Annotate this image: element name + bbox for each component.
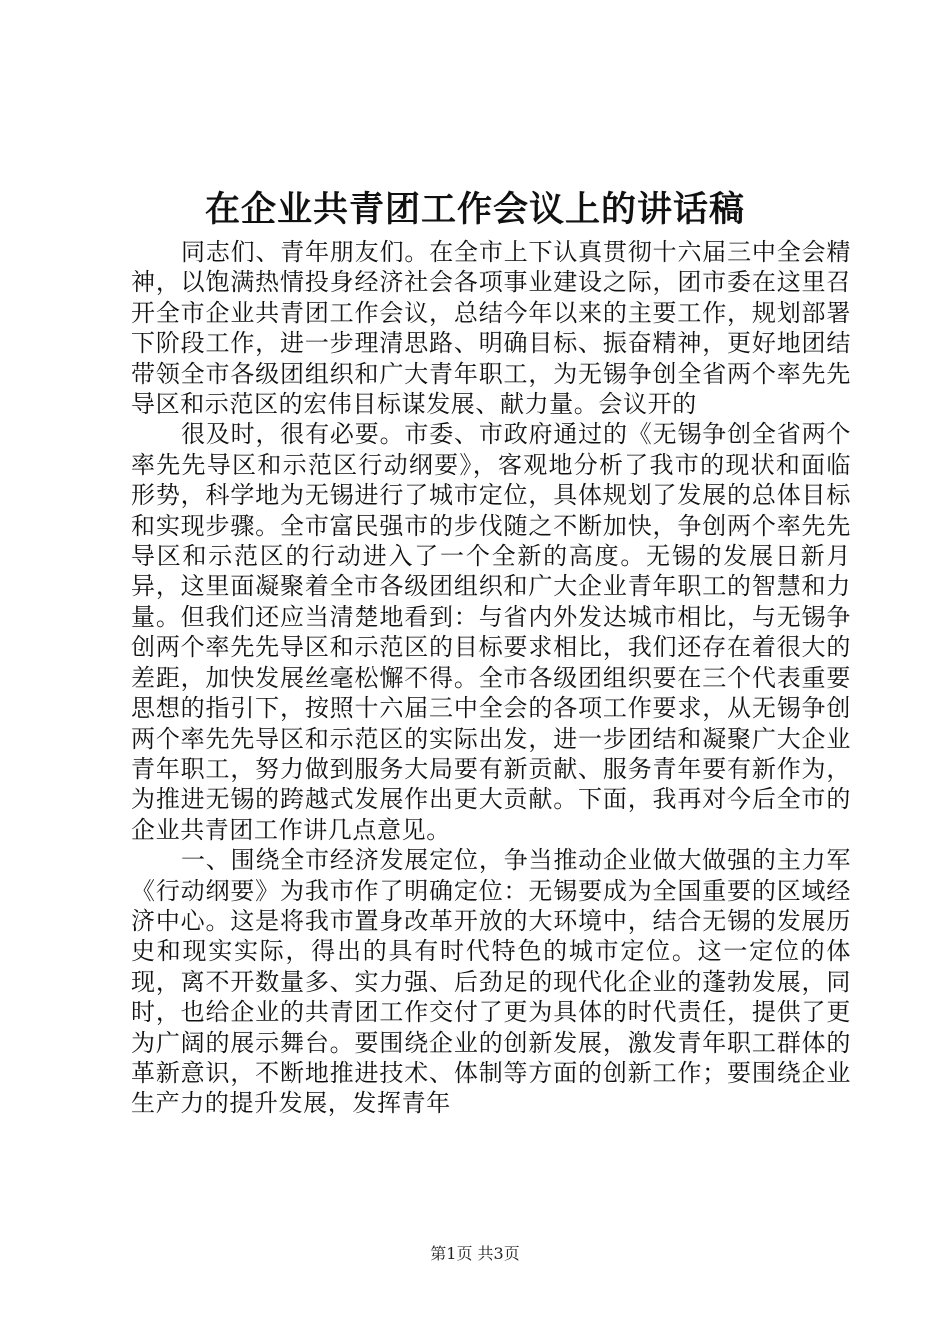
- paragraph-1: 同志们、青年朋友们。在全市上下认真贯彻十六届三中全会精神，以饱满热情投身经济社会各项事业建设之际，团市委在这里召开全市企业共青团工作会议，总结今年以来的主要工作，规划部署下阶段工作，进一步理清思路、明确目标、振奋精神，更好地团结带领全市各级团组织和广大青年职工，为无锡争创全省两个率先先导区和示范区的宏伟目标谋发展、献力量。会议开的: [131, 238, 851, 419]
- document-body: [131, 237, 851, 1119]
- page-footer: 第1页 共3页: [430, 1244, 520, 1263]
- paragraph-2: 很及时，很有必要。市委、市政府通过的《无锡争创全省两个率先先导区和示范区行动纲要》，客观地分析了我市的现状和面临形势，科学地为无锡进行了城市定位，具体规划了发展的总体目标和实现步骤。全市富民强市的步伐随之不断加快，争创两个率先先导区和示范区的行动进入了一个全新的高度。无锡的发展日新月异，这里面凝聚着全市各级团组织和广大企业青年职工的智慧和力量。但我们还应当清楚地看到：与省内外发达城市相比，与无锡争创两个率先先导区和示范区的目标要求相比，我们还存在着很大的差距，加快发展丝毫松懈不得。全市各级团组织要在三个代表重要思想的指引下，按照十六届三中全会的各项工作要求，从无锡争创两个率先先导区和示范区的实际出发，进一步团结和凝聚广大企业青年职工，努力做到服务大局要有新贡献、服务青年要有新作为，为推进无锡的跨越式发展作出更大贡献。下面，我再对今后全市的企业共青团工作讲几点意见。: [131, 420, 851, 844]
- paragraph-3: 一、围绕全市经济发展定位，争当推动企业做大做强的主力军《行动纲要》为我市作了明确定位：无锡要成为全国重要的区域经济中心。这是将我市置身改革开放的大环境中，结合无锡的发展历史和现实实际，得出的具有时代特色的城市定位。这一定位的体现，离不开数量多、实力强、后劲足的现代化企业的蓬勃发展，同时，也给企业的共青团工作交付了更为具体的时代责任，提供了更为广阔的展示舞台。要围绕企业的创新发展，激发青年职工群体的革新意识，不断地推进技术、体制等方面的创新工作；要围绕企业生产力的提升发展，发挥青年: [131, 846, 851, 1118]
- document-title: 在企业共青团工作会议上的讲话稿: [204, 189, 745, 230]
